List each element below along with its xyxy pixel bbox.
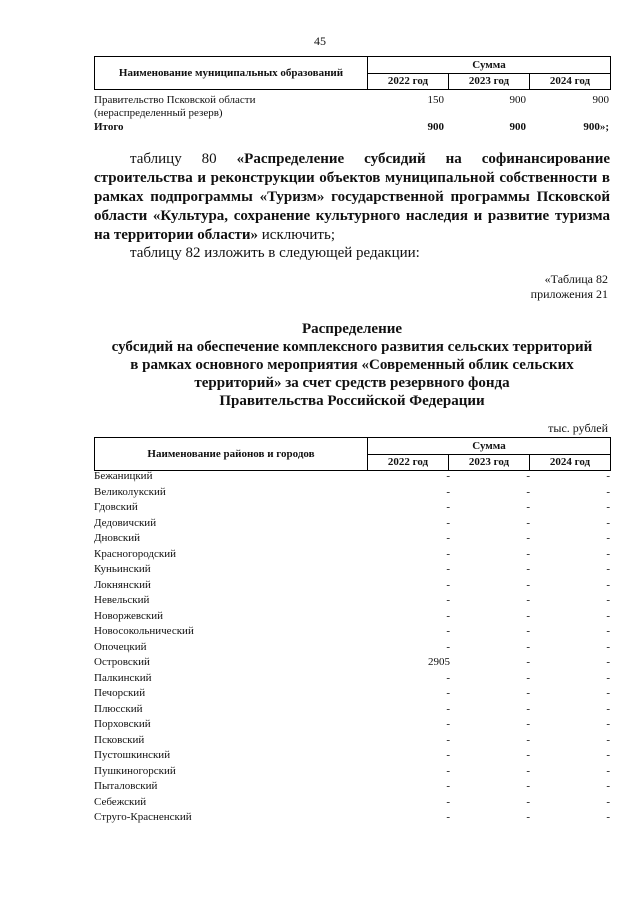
table-row — [94, 640, 611, 656]
table1-header-name: Наименование муниципальных образований — [95, 57, 368, 90]
district-name: Пустошкинский — [94, 749, 171, 761]
value-2022: - — [446, 563, 450, 575]
table-row — [94, 531, 611, 547]
table-row — [94, 655, 611, 671]
value-2023: - — [526, 609, 530, 622]
value-2024: - — [606, 470, 610, 482]
value-2023: - — [526, 516, 530, 529]
value-2022: - — [446, 718, 450, 730]
total-2024: 900»; — [583, 121, 609, 133]
value-2022: - — [446, 687, 450, 699]
row-name-line2: (нераспределенный резерв) — [94, 107, 223, 119]
value-2024: - — [606, 656, 610, 668]
value-2022: - — [446, 485, 450, 498]
district-name: Печорский — [94, 687, 146, 699]
value-2022: - — [446, 671, 450, 684]
value-2023: - — [526, 501, 530, 513]
district-name: Бежаницкий — [94, 470, 153, 482]
value-2023: - — [526, 718, 530, 730]
value-2023: - — [526, 671, 530, 684]
table1-year-2022: 2022 год — [368, 73, 449, 90]
value-2022: - — [446, 578, 450, 591]
district-name: Островский — [94, 656, 150, 668]
value-2024: - — [606, 702, 610, 715]
value-2023: - — [526, 780, 530, 792]
table1-year-2023: 2023 год — [449, 73, 530, 90]
title-line: в рамках основного мероприятия «Современный облик сельских — [130, 357, 574, 373]
table1-body — [94, 94, 611, 134]
table-row — [94, 593, 611, 609]
value-2024: - — [606, 594, 610, 606]
table-row — [94, 810, 611, 826]
value-2024: - — [606, 687, 610, 699]
table-row — [94, 485, 611, 501]
units-label: тыс. рублей — [548, 421, 608, 435]
district-name: Локнянский — [94, 578, 151, 591]
value-2023: - — [526, 687, 530, 699]
district-name: Себежский — [94, 795, 147, 808]
table-row — [94, 764, 611, 780]
row-value-2023: 900 — [509, 94, 526, 106]
table-row — [94, 609, 611, 625]
value-2022: - — [446, 749, 450, 761]
value-2023: - — [526, 594, 530, 606]
district-name: Струго-Красненский — [94, 811, 192, 823]
table1-header — [94, 56, 611, 90]
paragraph-table-82: таблицу 82 изложить в следующей редакции: — [130, 245, 420, 261]
value-2023: - — [526, 547, 530, 560]
district-name: Куньинский — [94, 563, 151, 575]
value-2023: - — [526, 532, 530, 544]
value-2024: - — [606, 749, 610, 761]
district-name: Великолукский — [94, 485, 166, 498]
table-total-row — [94, 121, 611, 134]
value-2022: - — [446, 811, 450, 823]
value-2023: - — [526, 578, 530, 591]
value-2022: - — [446, 702, 450, 715]
value-2022: - — [446, 609, 450, 622]
value-2022: - — [446, 733, 450, 746]
value-2024: - — [606, 485, 610, 498]
table-row — [94, 748, 611, 764]
table-row — [94, 469, 611, 485]
value-2023: - — [526, 625, 530, 637]
value-2023: - — [526, 764, 530, 777]
value-2023: - — [526, 640, 530, 653]
district-name: Пушкиногорский — [94, 764, 176, 777]
total-label: Итого — [94, 121, 124, 133]
value-2024: - — [606, 811, 610, 823]
value-2024: - — [606, 625, 610, 637]
table-row — [94, 578, 611, 594]
table-row — [94, 562, 611, 578]
table-row — [94, 733, 611, 749]
table-row — [94, 547, 611, 563]
value-2022: - — [446, 625, 450, 637]
table1-header-sum: Сумма — [368, 57, 611, 74]
district-name: Гдовский — [94, 501, 138, 513]
title-line: территорий» за счет средств резервного фонда — [194, 375, 510, 391]
district-name: Дновский — [94, 532, 141, 544]
total-2022: 900 — [427, 121, 444, 133]
value-2023: - — [526, 795, 530, 808]
value-2024: - — [606, 501, 610, 513]
row-value-2022: 150 — [427, 94, 444, 106]
table-row — [94, 671, 611, 687]
table-reference-line2: приложения 21 — [530, 287, 608, 301]
table2-header — [94, 437, 611, 471]
district-name: Опочецкий — [94, 640, 147, 653]
table-reference-note — [531, 272, 608, 302]
table2-header-sum: Сумма — [368, 438, 611, 455]
value-2022: - — [446, 594, 450, 606]
value-2023: - — [526, 733, 530, 746]
value-2022: - — [446, 547, 450, 560]
total-2023: 900 — [509, 121, 526, 133]
table-row — [94, 795, 611, 811]
table2-header-name: Наименование районов и городов — [95, 438, 368, 471]
title-line: Правительства Российской Федерации — [219, 393, 485, 409]
district-name: Новосокольнический — [94, 625, 194, 637]
value-2023: - — [526, 702, 530, 715]
table-row — [94, 702, 611, 718]
table-row — [94, 686, 611, 702]
value-2024: - — [606, 764, 610, 777]
table2-body — [94, 469, 611, 826]
district-name: Новоржевский — [94, 609, 164, 622]
table-title — [94, 320, 610, 410]
value-2023: - — [526, 656, 530, 668]
value-2024: - — [606, 563, 610, 575]
table2-year-2023: 2023 год — [449, 454, 530, 471]
value-2024: - — [606, 671, 610, 684]
value-2022: - — [446, 532, 450, 544]
value-2024: - — [606, 795, 610, 808]
value-2024: - — [606, 547, 610, 560]
value-2024: - — [606, 578, 610, 591]
district-name: Пыталовский — [94, 780, 158, 792]
table-row — [94, 779, 611, 795]
district-name: Дедовичский — [94, 516, 157, 529]
value-2022: - — [446, 780, 450, 792]
value-2023: - — [526, 485, 530, 498]
table1-year-2024: 2024 год — [530, 73, 611, 90]
value-2022: - — [446, 795, 450, 808]
table-row — [94, 94, 611, 120]
district-name: Красногородский — [94, 547, 177, 560]
row-value-2024: 900 — [592, 94, 609, 106]
value-2022: - — [446, 640, 450, 653]
value-2024: - — [606, 609, 610, 622]
value-2022: - — [446, 470, 450, 482]
table2-year-2022: 2022 год — [368, 454, 449, 471]
paragraph-tail: исключить; — [258, 227, 335, 243]
row-name-line1: Правительство Псковской области — [94, 94, 256, 106]
value-2023: - — [526, 749, 530, 761]
value-2022: - — [446, 516, 450, 529]
district-name: Порховский — [94, 718, 151, 730]
value-2024: - — [606, 516, 610, 529]
value-2024: - — [606, 780, 610, 792]
value-2022: - — [446, 501, 450, 513]
table-row — [94, 717, 611, 733]
district-name: Псковский — [94, 733, 145, 746]
value-2023: - — [526, 563, 530, 575]
value-2024: - — [606, 718, 610, 730]
district-name: Невельский — [94, 594, 150, 606]
title-line: Распределение — [301, 321, 403, 337]
district-name: Палкинский — [94, 671, 152, 684]
value-2022: 2905 — [428, 656, 450, 668]
value-2024: - — [606, 733, 610, 746]
value-2024: - — [606, 532, 610, 544]
value-2024: - — [606, 640, 610, 653]
page-number: 45 — [314, 34, 326, 48]
value-2023: - — [526, 470, 530, 482]
district-name: Плюсский — [94, 702, 143, 715]
value-2022: - — [446, 764, 450, 777]
table-row — [94, 500, 611, 516]
paragraph-table-80 — [94, 150, 610, 245]
paragraph-bold: «Распределение субсидий на софинансирование строительства и реконструкции объектов муниципальной собственности в рамках подпрограммы «Туризм» государственной программы Псковской области «Культура, сохранение культурного наследия и развитие туризма на территории области» — [94, 151, 610, 243]
title-line: субсидий на обеспечение комплексного развития сельских территорий — [111, 339, 593, 355]
table2-year-2024: 2024 год — [530, 454, 611, 471]
table-row — [94, 516, 611, 532]
table-reference-line1: «Таблица 82 — [544, 272, 608, 286]
table-row — [94, 624, 611, 640]
paragraph-plain: таблицу 80 — [130, 151, 237, 167]
value-2023: - — [526, 811, 530, 823]
